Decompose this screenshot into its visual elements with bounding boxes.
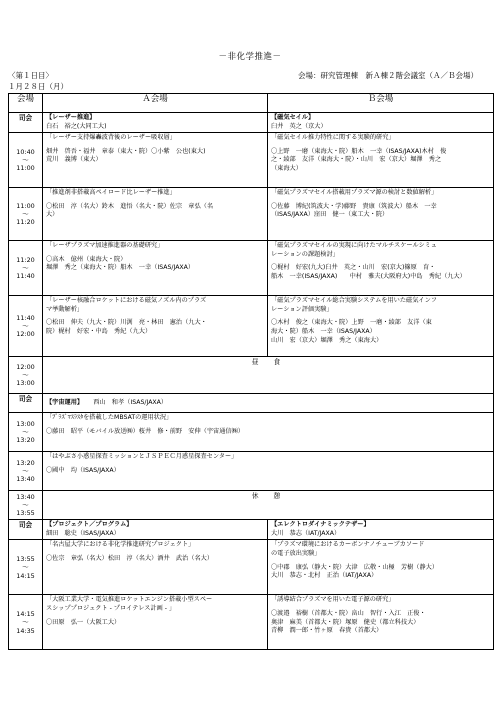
talk-title: 「大阪工業大学・電気推進ロケットエンジン搭載小型スペー bbox=[46, 596, 213, 604]
talk-cell-b bbox=[268, 188, 494, 241]
talk-title-cont: スシッププロジェクト - プロイテレス計画 - 」 bbox=[46, 604, 176, 612]
talk-authors: 院）梶村 好宏・中島 秀紀（九大） bbox=[46, 327, 152, 335]
talk-authors: 海大・院）船木 一幸（ISAS/JAXA） bbox=[271, 327, 376, 335]
talk-title: 「推進剤非搭載高ペイロード比レーザー推進」 bbox=[46, 189, 176, 197]
talk-title: 「名古屋大学における非化学推進研究プロジェクト」 bbox=[46, 541, 195, 549]
session-chair: 臼井 英之（京大） bbox=[271, 122, 327, 130]
talk-title-cont: レーションの課題検討」 bbox=[271, 250, 339, 258]
break-label: 休 憩 bbox=[43, 491, 494, 520]
talk-cell-b bbox=[268, 595, 494, 650]
talk-row bbox=[9, 413, 494, 452]
talk-authors: 〇松田 伸夫（九大・院）川渕 亮・林田 憲治（九大・ bbox=[46, 319, 207, 327]
talk-row bbox=[9, 296, 494, 357]
day-date-block bbox=[8, 70, 68, 92]
time-slot: 11:00 ～ 11:20 bbox=[9, 188, 43, 241]
venue-label: 会場：研究管理棟 新Ａ棟２階会議室（Ａ／Ｂ会場） bbox=[298, 71, 478, 80]
talk-authors: 〇中郡 康弘（静大・院）大津 広敬・山極 芳樹（静大） bbox=[271, 563, 439, 571]
talk-authors: 〇松田 淳（名大）鈴木 進悟（名大・院）佐宗 章弘（名 bbox=[46, 202, 214, 210]
talk-row bbox=[9, 188, 494, 241]
chair-label: 司会 bbox=[9, 394, 43, 413]
talk-cell-b bbox=[268, 296, 494, 357]
talk-cell-a bbox=[43, 595, 268, 650]
time-slot: 13:20 ～ 13:40 bbox=[9, 452, 43, 491]
time-slot: 12:00 ～ 13:00 bbox=[9, 357, 43, 394]
talk-cell bbox=[43, 413, 494, 452]
session-name: 【宇宙運用】 bbox=[46, 398, 84, 406]
talk-cell bbox=[43, 452, 494, 491]
session-chair: 白石 裕之(大同工大) bbox=[46, 122, 107, 130]
time-slot: 10:40 ～ 11:00 bbox=[9, 133, 43, 188]
talk-row bbox=[9, 595, 494, 650]
talk-authors: 大） bbox=[46, 211, 59, 219]
day-label: 〈第１日目〉 bbox=[8, 71, 53, 80]
session-cell-a bbox=[43, 113, 268, 133]
time-slot: 11:20 ～ 11:40 bbox=[9, 241, 43, 296]
talk-authors: 〇國中 均（ISAS/JAXA） bbox=[46, 466, 120, 474]
talk-authors: 〇田原 弘一（大阪工大） bbox=[46, 618, 121, 626]
session-cell-a bbox=[43, 520, 268, 540]
talk-authors: 〇佐宗 章弘（名大）松田 淳（名大）酒井 武治（名大） bbox=[46, 554, 214, 562]
session-row bbox=[9, 113, 494, 133]
session-cell bbox=[43, 394, 494, 413]
talk-title-cont: の電子放出実験」 bbox=[271, 549, 321, 557]
talk-row bbox=[9, 452, 494, 491]
talk-title-cont: マ挙動解析」 bbox=[46, 305, 84, 313]
lunch-row bbox=[9, 357, 494, 394]
talk-authors: 〇渡邉 裕樹（首都大・院）畠山 智行・入江 正俊・ bbox=[271, 609, 426, 617]
talk-authors: 〇佐藤 博紀(筑波大・学)藤野 貴康（筑波大）船木 一幸 bbox=[271, 202, 437, 210]
time-slot: 13:55 ～ 14:15 bbox=[9, 540, 43, 595]
talk-authors: 〇木村 俊之（東海大・院）上野 一磨・綾部 友洋（東 bbox=[271, 319, 432, 327]
time-slot: 11:40 ～ 12:00 bbox=[9, 296, 43, 357]
date-label: １月２８日（月） bbox=[8, 82, 68, 91]
time-slot: 14:15 ～ 14:35 bbox=[9, 595, 43, 650]
talk-row bbox=[9, 133, 494, 188]
session-name: 【プロジェクト／プログラム】 bbox=[46, 521, 133, 529]
chair-label: 司会 bbox=[9, 113, 43, 133]
talk-authors: （東海大） bbox=[271, 164, 302, 172]
session-cell-b bbox=[268, 520, 494, 540]
session-row bbox=[9, 394, 494, 413]
schedule-table bbox=[8, 93, 494, 650]
talk-title: 「レーザプラズマ加速推進器の基礎研究」 bbox=[46, 242, 164, 250]
talk-authors: 之・綾部 友洋（東海大・院）・山川 宏（京大）堀澤 秀之 bbox=[271, 156, 442, 164]
talk-title: 「誘導結合プラズマを用いた電子源の研究」 bbox=[271, 596, 395, 604]
session-name: 【レーザー推進】 bbox=[46, 114, 96, 121]
table-header-row bbox=[9, 94, 494, 113]
talk-title: 「レーザー核融合ロケットにおける磁気ノズル内のプラズ bbox=[46, 297, 207, 305]
talk-cell-b bbox=[268, 540, 494, 595]
talk-cell-a bbox=[43, 241, 268, 296]
session-chair: 大川 恭志（IAT/JAXA） bbox=[271, 529, 341, 537]
session-cell-b bbox=[268, 113, 494, 133]
talk-title: 「ﾌﾟﾗｽﾞﾏｽﾗｽﾀを搭載したMBSATの運用状況」 bbox=[46, 414, 173, 422]
talk-cell-b bbox=[268, 241, 494, 296]
talk-authors: （ISAS/JAXA）窪田 健一（東工大・院） bbox=[271, 211, 389, 219]
talk-title-cont: レーション評価実験」 bbox=[271, 305, 333, 313]
session-row bbox=[9, 520, 494, 540]
talk-authors: 畑井 啓吾・福井 章泰（東大・院）〇小紫 公也(東大) bbox=[46, 147, 206, 155]
col-header-a: Ａ会場 bbox=[43, 94, 268, 113]
talk-authors: 船木 一幸(ISAS/JAXA) 中村 雅夫(大阪府大)中島 秀紀（九大） bbox=[271, 272, 466, 280]
talk-authors: 大川 恭志・北村 正治（IAT/JAXA） bbox=[271, 572, 378, 580]
talk-title: 「磁気プラズマセイルの実現に向けたマルチスケールシミュ bbox=[271, 242, 437, 250]
talk-title: 「はやぶさ小惑星探査ミッションとＪＳＰＥＣ月惑星探査センター」 bbox=[46, 453, 238, 461]
talk-authors: 〇藤田 昭平（モバイル放送㈱）桜井 修・前野 安伸（宇宙通信㈱） bbox=[46, 427, 244, 435]
talk-title: 「磁気プラズマセイル搭載用プラズマ源の検討と数値解析」 bbox=[271, 189, 438, 197]
talk-cell-a bbox=[43, 188, 268, 241]
col-header-b: Ｂ会場 bbox=[268, 94, 494, 113]
talk-authors: 青柳 潤一郎・竹ヶ原 春貴（首都大） bbox=[271, 627, 383, 635]
talk-authors: 奥津 麻美（首都大・院）塚原 健史（都立科技大） bbox=[271, 618, 420, 626]
talk-cell-a bbox=[43, 296, 268, 357]
time-slot: 13:00 ～ 13:20 bbox=[9, 413, 43, 452]
talk-authors: 〇梶村 好宏(九大)臼井 英之・山川 宏(京大)篠原 育・ bbox=[271, 264, 436, 272]
session-chair: 細田 聡史（ISAS/JAXA） bbox=[46, 529, 120, 537]
talk-cell-a bbox=[43, 540, 268, 595]
break-row bbox=[9, 491, 494, 520]
talk-row bbox=[9, 540, 494, 595]
talk-title: 「レーザー支持爆轟波背後のレーザー吸収層」 bbox=[46, 134, 176, 142]
time-slot: 13:40 ～ 13:55 bbox=[9, 491, 43, 520]
talk-authors: 〇高木 億州（東海大・院） bbox=[46, 255, 127, 263]
talk-authors: 荒川 義博（東大） bbox=[46, 156, 102, 164]
talk-authors: 〇上野 一磨（東海大・院）船木 一幸（ISAS/JAXA)木村 俊 bbox=[271, 147, 447, 155]
session-name: 【エレクトロダイナミックテザー】 bbox=[271, 521, 370, 529]
talk-title: 「プラズマ環境におけるカーボンナノチューブカソード bbox=[271, 541, 425, 549]
talk-title: 「磁気セイル推力特性に関する実験的研究」 bbox=[271, 134, 395, 142]
talk-row bbox=[9, 241, 494, 296]
session-name: 【磁気セイル】 bbox=[271, 114, 315, 121]
talk-authors: 堀澤 秀之（東海大・院）船木 一幸（ISAS/JAXA） bbox=[46, 264, 195, 272]
talk-authors: 山川 宏（京大）堀澤 秀之（東海大） bbox=[271, 336, 383, 344]
talk-cell-a bbox=[43, 133, 268, 188]
talk-title: 「磁気プラズマセイル総合実験システムを用いた磁気インフ bbox=[271, 297, 437, 305]
lunch-label: 昼 食 bbox=[43, 357, 494, 394]
session-chair: 西山 和孝（ISAS/JAXA） bbox=[93, 398, 168, 406]
col-header-venue: 会場 bbox=[9, 94, 43, 113]
talk-cell-b bbox=[268, 133, 494, 188]
chair-label: 司会 bbox=[9, 520, 43, 540]
page-title: －非化学推進－ bbox=[218, 52, 282, 62]
